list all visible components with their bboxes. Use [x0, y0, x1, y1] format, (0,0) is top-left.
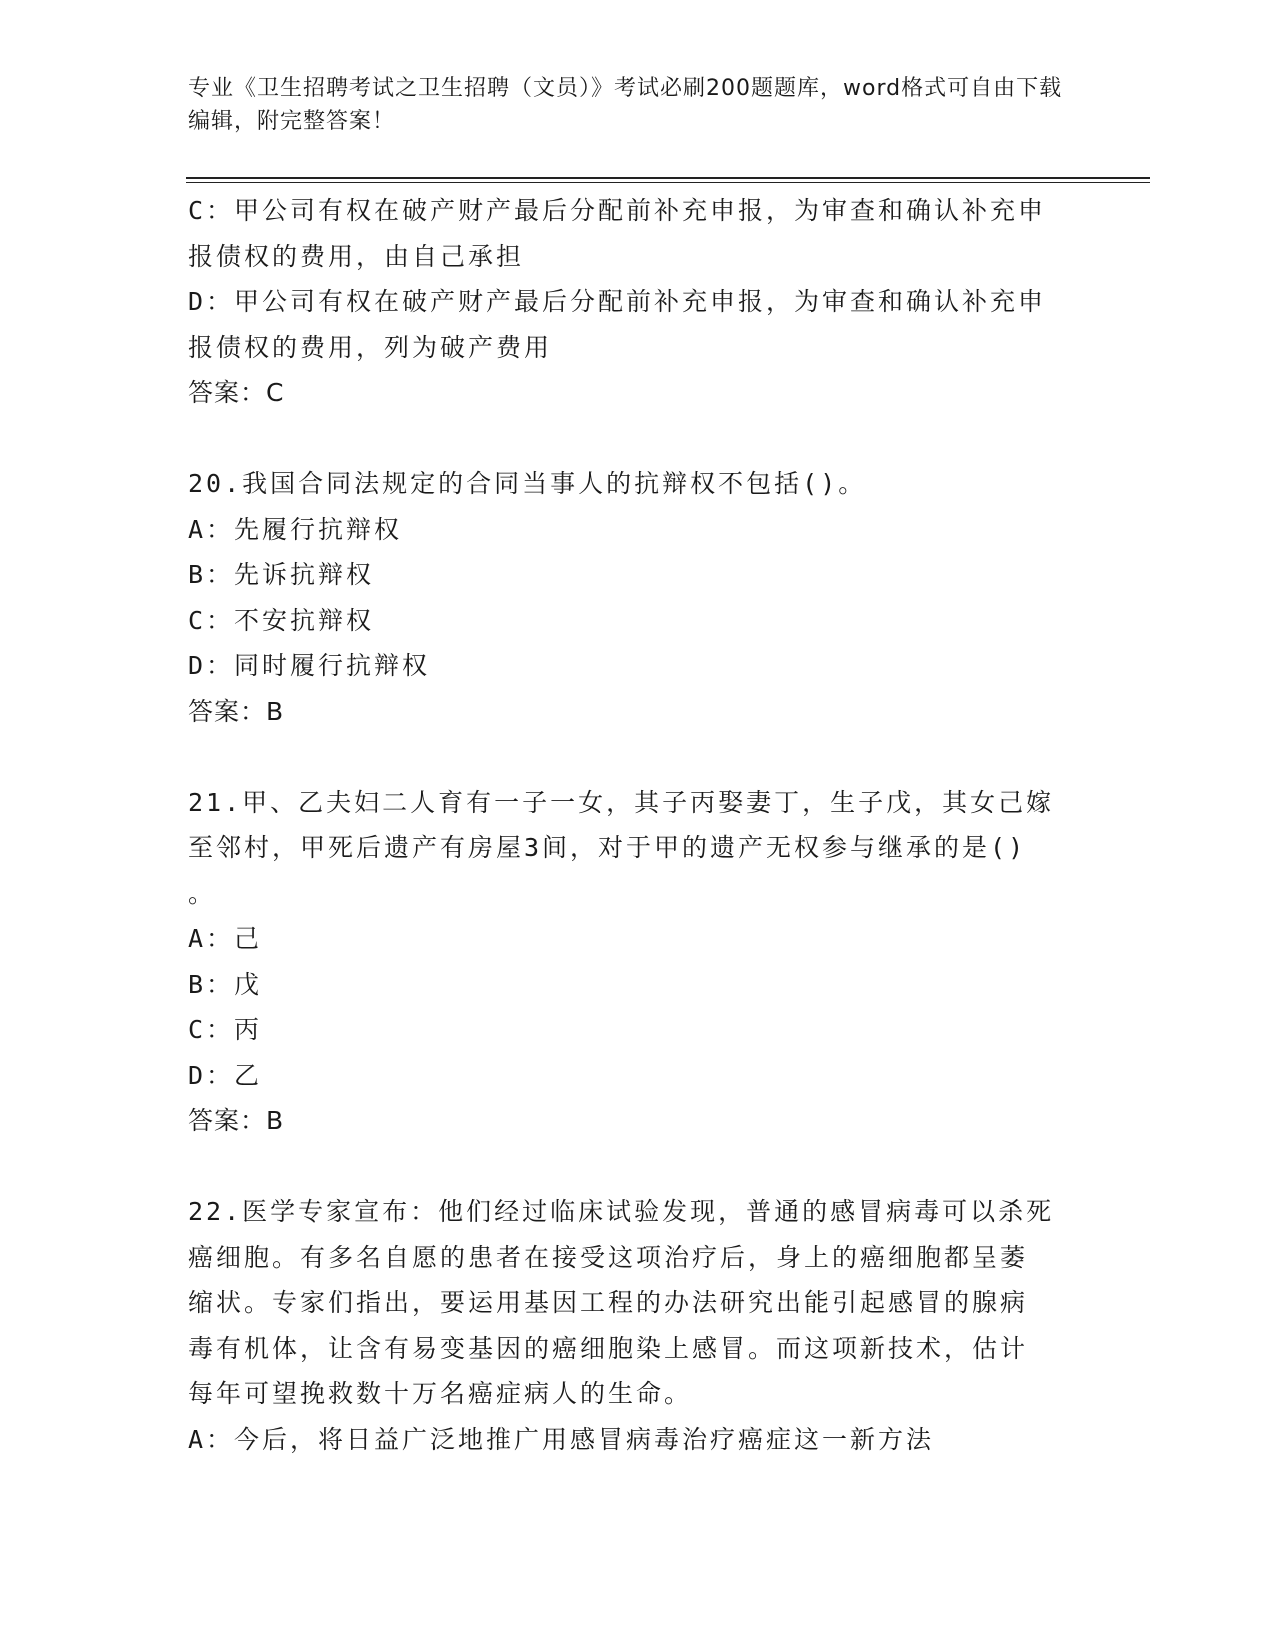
question-text: 21.甲、乙夫妇二人育有一子一女，其子丙娶妻丁，生子戊，其女己嫁: [188, 787, 1055, 817]
option-line: C：甲公司有权在破产财产最后分配前补充申报，为审查和确认补充申: [188, 196, 1047, 225]
option-d: D：乙: [188, 1060, 263, 1090]
question-text: 缩状。专家们指出，要运用基因工程的办法研究出能引起感冒的腺病: [188, 1288, 1029, 1317]
option-c: C：不安抗辩权: [188, 605, 375, 635]
question-20: [188, 461, 1088, 734]
question-text: 。: [188, 878, 217, 908]
question-text: 20.我国合同法规定的合同当事人的抗辩权不包括()。: [188, 469, 867, 498]
answer-line: 答案：C: [188, 378, 285, 407]
option-a: A：己: [188, 924, 263, 953]
question-text: 癌细胞。有多名自愿的患者在接受这项治疗后，身上的癌细胞都呈萎: [188, 1242, 1029, 1272]
question-text: 每年可望挽救数十万名癌症病人的生命。: [188, 1379, 693, 1408]
header-title: 专业《卫生招聘考试之卫生招聘（文员）》考试必刷200题题库，word格式可自由下载编辑，附完整答案！: [188, 76, 1063, 134]
option-line: D：甲公司有权在破产财产最后分配前补充申报，为审查和确认补充申: [188, 287, 1047, 316]
question-22: [188, 1189, 1088, 1462]
option-d: D：同时履行抗辩权: [188, 651, 431, 680]
spacer: [188, 416, 1088, 462]
document-header: [188, 72, 1068, 138]
option-c: C：丙: [188, 1015, 263, 1044]
option-a: A：先履行抗辩权: [188, 514, 403, 544]
option-line: 报债权的费用，由自己承担: [188, 241, 525, 271]
answer-line: 答案：B: [188, 696, 285, 726]
question-text: 毒有机体，让含有易变基因的癌细胞染上感冒。而这项新技术，估计: [188, 1333, 1029, 1363]
question-21: [188, 780, 1088, 1144]
option-b: B：先诉抗辩权: [188, 560, 375, 589]
document-body: [188, 188, 1088, 1462]
option-line: 报债权的费用，列为破产费用: [188, 332, 553, 362]
question-19-continued: [188, 188, 1088, 416]
option-a: A：今后，将日益广泛地推广用感冒病毒治疗癌症这一新方法: [188, 1424, 935, 1454]
header-divider-thin: [186, 182, 1150, 183]
option-b: B：戊: [188, 969, 263, 999]
question-text: 至邻村，甲死后遗产有房屋3间，对于甲的遗产无权参与继承的是(): [188, 833, 1027, 862]
question-text: 22.医学专家宣布：他们经过临床试验发现，普通的感冒病毒可以杀死: [188, 1197, 1055, 1226]
header-divider-thick: [186, 177, 1150, 179]
spacer: [188, 734, 1088, 780]
answer-line: 答案：B: [188, 1106, 285, 1135]
spacer: [188, 1144, 1088, 1190]
